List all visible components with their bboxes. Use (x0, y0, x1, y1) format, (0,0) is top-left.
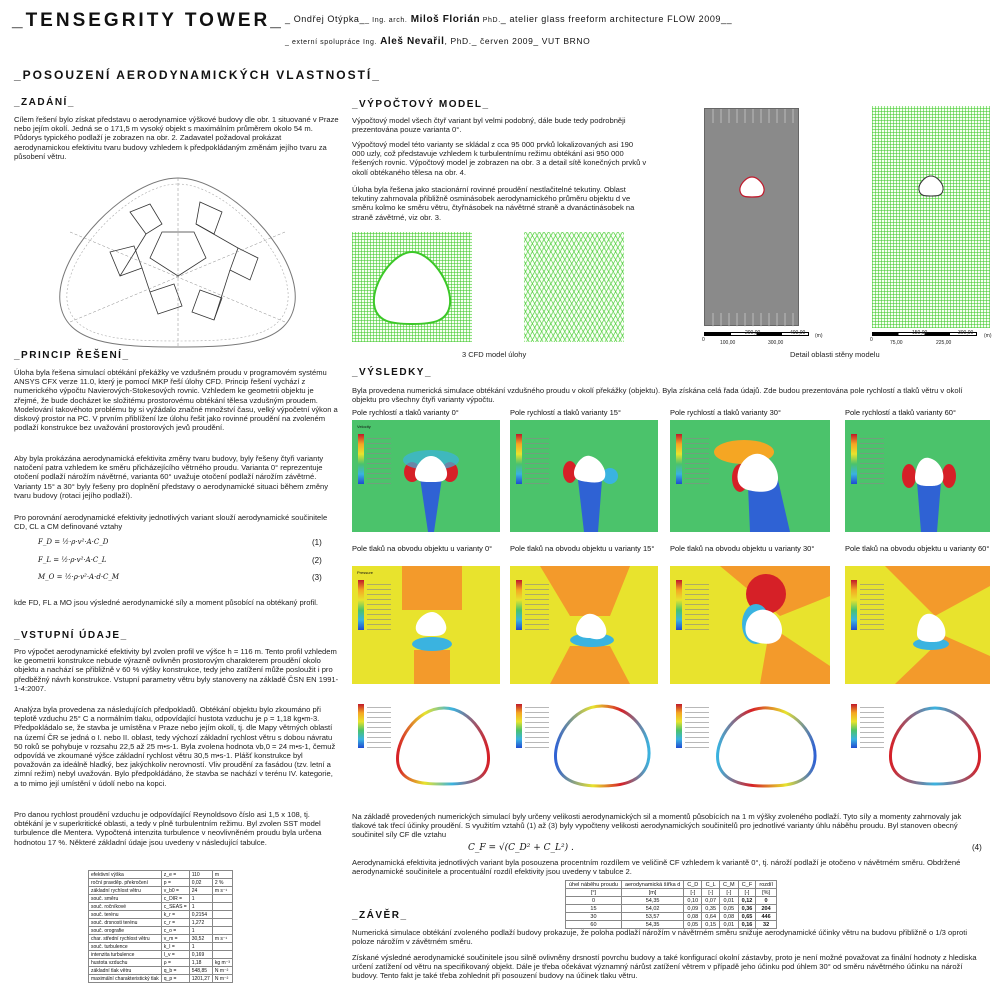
vypoctovy-paragraph-1: Výpočtový model všech čtyř variant byl velmi podobný, dále bude tedy podrobněji prezentována pouze varianta 0°. (352, 116, 626, 135)
parameter-cell (212, 927, 232, 935)
parameter-row (89, 927, 233, 935)
equation-3-number: (3) (312, 573, 322, 582)
results-header-cell: úhel náběhu proudu (566, 881, 622, 889)
parameter-cell: intenzita turbulence (89, 951, 162, 959)
vysledky-efficiency-text: Aerodynamická efektivita jednotlivých variant byla posouzena procentním rozdílem ve veličině CF vzhledem k variantě 0°, tj. nároží podlaží je otočeno v návětrném směru. Obdržené aerodynamické součinitele a procentuální rozdíl efektivity jsou uvedeny v tabulce 2. (352, 858, 961, 877)
vstupni-heading: _VSTUPNÍ ÚDAJE_ (14, 630, 128, 641)
results-unit-cell: [-] (738, 889, 756, 897)
perimeter-pressure-0 (352, 692, 500, 802)
scale-2-label-300: 300,00 (958, 330, 974, 336)
velocity-title-15: Pole rychlostí a tlaků varianty 15° (510, 408, 621, 417)
velocity-title-30: Pole rychlostí a tlaků varianty 30° (670, 408, 781, 417)
parameter-cell: 2 % (212, 879, 232, 887)
pressure-title-15: Pole tlaků na obvodu objektu u varianty 15° (510, 544, 655, 553)
parameter-cell (212, 895, 232, 903)
parameter-cell: k_I = (161, 943, 189, 951)
results-header-cell: C_L (702, 881, 720, 889)
coauthors-line (285, 36, 590, 47)
results-cell: 0,65 (738, 913, 756, 921)
velocity-legend-label: Velocity (357, 424, 371, 429)
results-cell: 0,08 (684, 913, 702, 921)
results-row (566, 897, 777, 905)
results-unit-cell: [-] (720, 889, 739, 897)
pressure-field-0 (352, 566, 500, 684)
parameter-cell: 1 (189, 903, 212, 911)
results-cell: 0,08 (720, 913, 739, 921)
parameter-cell: char. střední rychlost větru (89, 935, 162, 943)
scale-2-label-150: 150,00 (912, 330, 928, 336)
parameter-cell: 1 (189, 927, 212, 935)
vstupni-paragraph-2: Analýza byla provedena za následujících předpokladů. Obtékání objektu bylo zkoumáno při teplotě vzduchu 25° C a normálním tlaku, odpovídající hustota vzduchu je ρ = 1,18 kg•m-3. Předpokládalo se, že stavba je umístěna v Praze nebo jejím okolí, tj. dle Mapy větrných oblastí na území ČR se jedná o I. nebo II. oblast, tedy výchozí základní rychlost větru s dobou návratu 50 roků se pohybuje v rozsahu 22,5 až 25 m•s-1. Byla zvolena hodnota vb,0 = 24 m•s-1, čemuž odpovídá ve zkoumané výšce základní rychlost větru 30,5 m•s-1. Plášť konstrukce byl považován za ideálně hladký, bez jakýchkoliv nerovností. Vliv proudění za fasádou (tzv. letní a zimní režim) nebyl uvažován. Bylo předpokládáno, že stavba se nachází v terénu IV. kategorie, a to mimo její umístění v údolí nebo na kopci. (14, 705, 336, 788)
parameter-row (89, 975, 233, 983)
results-cell: 0,10 (684, 897, 702, 905)
parameter-cell: q_b = (161, 967, 189, 975)
scale-1-label-0: 0 (702, 337, 705, 343)
parameter-cell: I_v = (161, 951, 189, 959)
parameter-row (89, 911, 233, 919)
velocity-field-15 (510, 420, 658, 532)
equation-2: F_L = ½·ρ·v²·A·C_L (38, 556, 107, 564)
results-header-cell: rozdíl (756, 881, 776, 889)
parameter-cell (212, 943, 232, 951)
parameter-cell: maximální charakteristický tlak (89, 975, 162, 983)
parameter-row (89, 967, 233, 975)
parameter-row (89, 959, 233, 967)
scale-2-label-75: 75,00 (890, 340, 903, 346)
parameter-cell: c_o = (161, 927, 189, 935)
external-label: _ externí spolupráce Ing. (285, 39, 378, 46)
results-cell: 60 (566, 921, 622, 929)
results-cell: 0,01 (720, 921, 739, 929)
results-unit-cell: [-] (702, 889, 720, 897)
results-cell: 0 (566, 897, 622, 905)
author-name: _ Ondřej Otýpka_ (285, 14, 366, 24)
results-cell: 204 (756, 905, 776, 913)
results-cell: 53,57 (621, 913, 683, 921)
princip-paragraph-2: Aby byla prokázána aerodynamická efektivita změny tvaru budovy, byly řešeny čtyři varianty natočení patra vzhledem ke směru přicházejícího větrného proudu. Varianta 0° reprezentuje otočení podlaží nárožím návětrné, varianta 60° uvažuje otočení podlaží nárožím závětrné. Varianty 15° a 30° byly řešeny pro doplnění představy o aerodynamické situaci během změny tvaru budovy (rotaci jejího podlaží). (14, 454, 329, 500)
velocity-field-60 (845, 420, 990, 532)
results-unit-cell: [-] (684, 889, 702, 897)
parameter-cell: p = (161, 879, 189, 887)
parameter-row (89, 943, 233, 951)
mesh-detail-image-1 (352, 232, 472, 342)
parameter-cell: základní tlak větru (89, 967, 162, 975)
main-section-title: _POSOUZENÍ AERODYNAMICKÝCH VLASTNOSTÍ_ (14, 68, 381, 82)
supervisor-name: Miloš Florián (407, 14, 481, 25)
equation-3: M_O = ½·ρ·v²·A·d·C_M (38, 573, 120, 581)
scale-1-label-100: 100,00 (720, 340, 736, 346)
results-cell: 32 (756, 921, 776, 929)
parameter-cell: c_DIR = (161, 895, 189, 903)
pressure-title-0: Pole tlaků na obvodu objektu u varianty 0° (352, 544, 493, 553)
results-header-cell: C_M (720, 881, 739, 889)
scale-2-unit: (m) (984, 333, 992, 339)
results-cell: 0,05 (684, 921, 702, 929)
results-cell: 54,35 (621, 897, 683, 905)
authors-line (285, 14, 732, 25)
vstupni-paragraph-3: Pro danou rychlost proudění vzduchu je odpovídající Reynoldsovo číslo asi 1,5 x 108, tj. obtékání je v superkritické oblasti, a tedy v plně turbulentním režimu. Byl zvolen SST model turbulence dle Mentera. Vypočtená intenzita turbulence v neovlivněném proudu byla určena hodnotou 17 %. Některé základní údaje jsou uvedeny v následující tabulce. (14, 810, 322, 847)
parameter-cell: c_SEAS = (161, 903, 189, 911)
vysledky-intro: Byla provedena numerická simulace obtékání vzdušného proudu v okolí překážky (objektu). Byla získána celá řada údajů. Zde budou prezentována pole rychlostí a tlaků větru v okolí objektu pro všechny čtyři varianty výpočtu. (352, 386, 963, 405)
vypoctovy-paragraph-2: Výpočtový model této varianty se skládal z cca 95 000 prvků lokalizovaných asi 190 000 uzly, což představuje vzhledem k turbulentnímu režimu obtékání asi 950 000 řešených rovnic. Výpočtový model je zobrazen na obr. 3 a detail sítě konečných prvků v okolí obtékaného tělesa na obr. 4. (352, 140, 647, 177)
zaver-paragraph-1: Numerická simulace obtékání zvoleného podlaží budovy prokazuje, že poloha podlaží nárožím v návětrném směru snižuje aerodynamické účinky větru na budovu přibližně o 1/3 oproti poloze nárožím v závětrném směru. (352, 928, 968, 947)
supervisor-degree: PhD. (480, 17, 501, 24)
scale-2-label-0: 0 (870, 337, 873, 343)
princip-paragraph-1: Úloha byla řešena simulací obtékání překážky ve vzdušném proudu v programovém systému ANSYS CFX verze 11.0, který je pomocí MKP řeší úlohy CFD. Princip řešení vychází z numerického výpočtu Navierových-Stokesových rovnic. Vzhledem ke geometrii objektu je zřejmé, že bude docházet ke složitému prostorovému obtékání tělesa vzdušným proudem. Modelování takovéhoto problému by si vyžádalo značné množství času, velký výpočetní výkon a diskový prostor na PC. V prvním přiblížení lze úlohu řešit jako rovinné proudění na zvoleném podlaží konstrukce bez uvažování prostorových jevů proudění. (14, 368, 338, 433)
parameter-cell (212, 919, 232, 927)
parameter-cell: 0,169 (189, 951, 212, 959)
parameter-cell: 1201,27 (189, 975, 212, 983)
coauthor-name: Aleš Nevařil (377, 36, 445, 47)
results-cell: 54,02 (621, 905, 683, 913)
perimeter-pressure-60 (845, 692, 990, 802)
results-table (565, 880, 777, 929)
results-unit-cell: [m] (621, 889, 683, 897)
results-cell: 0,01 (720, 897, 739, 905)
pressure-title-30: Pole tlaků na obvodu objektu u varianty 30° (670, 544, 815, 553)
parameter-cell: v_b0 = (161, 887, 189, 895)
parameter-row (89, 887, 233, 895)
model-detail-caption: Detail oblasti stěny modelu (790, 350, 880, 359)
parameter-cell: m s⁻¹ (212, 935, 232, 943)
scale-1-label-200: 200,00 (745, 330, 761, 336)
vysledky-heading: _VÝSLEDKY_ (352, 367, 433, 378)
results-cell: 30 (566, 913, 622, 921)
parameter-cell: 1 (189, 943, 212, 951)
parameter-cell: kg m⁻³ (212, 959, 232, 967)
results-header-cell: aerodynamická šířka d (621, 881, 683, 889)
princip-paragraph-3: Pro porovnání aerodynamické efektivity jednotlivých variant slouží aerodynamické součinitele CD, CL a CM definované vztahy (14, 513, 328, 532)
parameter-cell: 30,52 (189, 935, 212, 943)
zaver-paragraph-2: Získané výsledné aerodynamické součinitele jsou silně ovlivněny drsností povrchu budovy a také konfigurací okolní zástavby, proto je není možné považovat za finální hodnoty z hlediska určení zatížení od větru na specifikovaný objekt. Dále je třeba očekávat významný nárůst zatížení větrem v případě jeho účinku pod úhlem 30° od směru návětrného účinku na nároží budovy. Tento fakt je také třeba zohlednit při posouzení budovy na účinek tlaku větru. (352, 953, 977, 981)
equation-1-number: (1) (312, 538, 322, 547)
velocity-field-30 (670, 420, 830, 532)
cfd-model-caption: 3 CFD model úlohy (462, 350, 527, 359)
parameters-table (88, 870, 233, 983)
parameter-cell: N m⁻² (212, 975, 232, 983)
parameter-cell: souč. směru (89, 895, 162, 903)
vypoctovy-heading: _VÝPOČTOVÝ MODEL_ (352, 99, 490, 110)
parameter-cell: m (212, 871, 232, 879)
parameter-cell: souč. orografie (89, 927, 162, 935)
parameter-cell: 110 (189, 871, 212, 879)
scale-1-unit: (m) (815, 333, 823, 339)
perimeter-pressure-30 (670, 692, 830, 802)
pressure-field-30 (670, 566, 830, 684)
results-row (566, 905, 777, 913)
parameter-row (89, 879, 233, 887)
velocity-field-0 (352, 420, 500, 532)
results-cell: 0,64 (702, 913, 720, 921)
parameter-cell: v_m = (161, 935, 189, 943)
parameter-cell (212, 951, 232, 959)
results-unit-cell: [%] (756, 889, 776, 897)
equation-4: C_F = √(C_D² + C_L²) . (468, 843, 574, 853)
princip-paragraph-4: kde FD, FL a MO jsou výsledné aerodynamické síly a moment působící na obtékaný profil. (14, 598, 319, 607)
parameter-cell: souč. ročníkové (89, 903, 162, 911)
perimeter-pressure-15 (510, 692, 658, 802)
pressure-title-60: Pole tlaků na obvodu objektu u varianty 60° (845, 544, 990, 553)
vypoctovy-paragraph-3: Úloha byla řešena jako stacionární rovinné proudění nestlačitelné tekutiny. Oblast tekutiny zahrnovala přibližně osminásobek aerodynamického průměru objektu d ve směru kolmo ke směru větru, čtyřnásobek na návětrné straně a dvanáctinásobek na straně závětrné, viz obr. 3. (352, 185, 635, 222)
pressure-field-15 (510, 566, 658, 684)
mesh-detail-image-2 (524, 232, 624, 342)
zadani-text: Cílem řešení bylo získat představu o aerodynamice výškové budovy dle obr. 1 situované v Praze nebo jejím okolí. Jedná se o 171,5 m vysoký objekt s maximálním průměrem okolo 54 m. Půdorys typického podlaží je zobrazen na obr. 2. Zadavatel požadoval prokázat aerodynamickou efektivitu tvaru budovy vzhledem k předpokládaným změnám jejího tvaru za působení větru. (14, 115, 339, 161)
parameter-cell: 1,272 (189, 919, 212, 927)
results-cell: 54,35 (621, 921, 683, 929)
results-cell: 446 (756, 913, 776, 921)
zaver-heading: _ZÁVĚR_ (352, 910, 408, 921)
scale-1-label-400: 400,00 (790, 330, 806, 336)
parameter-cell (212, 911, 232, 919)
parameter-cell: souč. turbulence (89, 943, 162, 951)
pressure-legend-label: Pressure (357, 570, 374, 575)
parameter-cell: souč. terénu (89, 911, 162, 919)
parameter-cell: souč. drsnosti terénu (89, 919, 162, 927)
parameter-cell: 0,02 (189, 879, 212, 887)
equation-1: F_D = ½·ρ·v²·A·C_D (38, 538, 109, 546)
equation-2-number: (2) (312, 556, 322, 565)
results-cell: 0,16 (738, 921, 756, 929)
results-cell: 0,09 (684, 905, 702, 913)
parameter-row (89, 895, 233, 903)
parameter-cell: 24 (189, 887, 212, 895)
parameter-cell: efektivní výška (89, 871, 162, 879)
velocity-title-60: Pole rychlostí a tlaků varianty 60° (845, 408, 956, 417)
date-university: , PhD._ červen 2009_ VUT BRNO (444, 36, 591, 46)
parameter-cell: z_e = (161, 871, 189, 879)
results-cell: 0,15 (702, 921, 720, 929)
results-cell: 15 (566, 905, 622, 913)
parameter-cell: m s⁻¹ (212, 887, 232, 895)
vysledky-coefficients-text: Na základě provedených numerických simulací byly určeny velikosti aerodynamických sil a momentů působících na 1 m výšky zvoleného podlaží. Tyto síly a momenty zahrnovaly jak tlakové tak třecí účinky proudění. S využitím vztahů (1) až (3) byly vypočteny velikosti aerodynamických součinitelů pro jednotlivé varianty úhlu náběhu proudu. Byl stanoven obecný součinitel síly CF dle vztahu (352, 812, 962, 840)
vstupni-paragraph-1: Pro výpočet aerodynamické efektivity byl zvolen profil ve výšce h = 116 m. Tento profil vzhledem ke geometrii konstrukce nebude výrazně ovlivněn prostorovým charakterem proudění okolo objektu a nachází se přibližně v 60 % výšky konstrukce, tedy jeho zatížení může posloužit i pro předběžný návrh konstrukce. Vstupní parametry větru byly stanoveny na základě ČSN EN 1991-1-4:2007. (14, 647, 339, 693)
equation-4-number: (4) (972, 843, 982, 852)
parameter-cell: ρ = (161, 959, 189, 967)
parameter-row (89, 935, 233, 943)
zadani-heading: _ZADÁNÍ_ (14, 97, 75, 108)
parameter-cell: 548,85 (189, 967, 212, 975)
cfd-domain-model (704, 108, 799, 326)
velocity-title-0: Pole rychlostí a tlaků varianty 0° (352, 408, 459, 417)
parameter-cell: 0,2154 (189, 911, 212, 919)
parameter-row (89, 903, 233, 911)
princip-heading: _PRINCIP ŘEŠENÍ_ (14, 350, 130, 361)
poster-title: _TENSEGRITY TOWER_ (12, 10, 284, 31)
pressure-field-60 (845, 566, 990, 684)
results-row (566, 913, 777, 921)
parameter-cell: 1,18 (189, 959, 212, 967)
parameter-cell: roční pravděp. překročení (89, 879, 162, 887)
results-header-cell: C_F (738, 881, 756, 889)
parameter-row (89, 919, 233, 927)
results-header-cell: C_D (684, 881, 702, 889)
atelier-name: _ atelier glass freeform architecture FLOW 2009_ (500, 14, 727, 24)
parameter-cell: q_p = (161, 975, 189, 983)
parameter-cell: 1 (189, 895, 212, 903)
scale-2-label-225: 225,00 (936, 340, 952, 346)
parameter-cell: hustota vzduchu (89, 959, 162, 967)
mesh-domain-image (872, 106, 990, 328)
results-cell: 0,35 (702, 905, 720, 913)
results-cell: 0,36 (738, 905, 756, 913)
results-unit-cell: [°] (566, 889, 622, 897)
parameter-cell (212, 903, 232, 911)
line-end: _ (726, 14, 733, 24)
author-title: _ Ing. arch. (365, 17, 408, 24)
results-cell: 0,05 (720, 905, 739, 913)
parameter-row (89, 951, 233, 959)
parameter-cell: N m⁻² (212, 967, 232, 975)
results-cell: 0,12 (738, 897, 756, 905)
scale-1-label-300: 300,00 (768, 340, 784, 346)
parameter-cell: základní rychlost větru (89, 887, 162, 895)
results-cell: 0,07 (702, 897, 720, 905)
parameter-cell: k_r = (161, 911, 189, 919)
parameter-cell: c_r = (161, 919, 189, 927)
parameter-row (89, 871, 233, 879)
floor-plan-drawing (50, 172, 305, 352)
results-cell: 0 (756, 897, 776, 905)
